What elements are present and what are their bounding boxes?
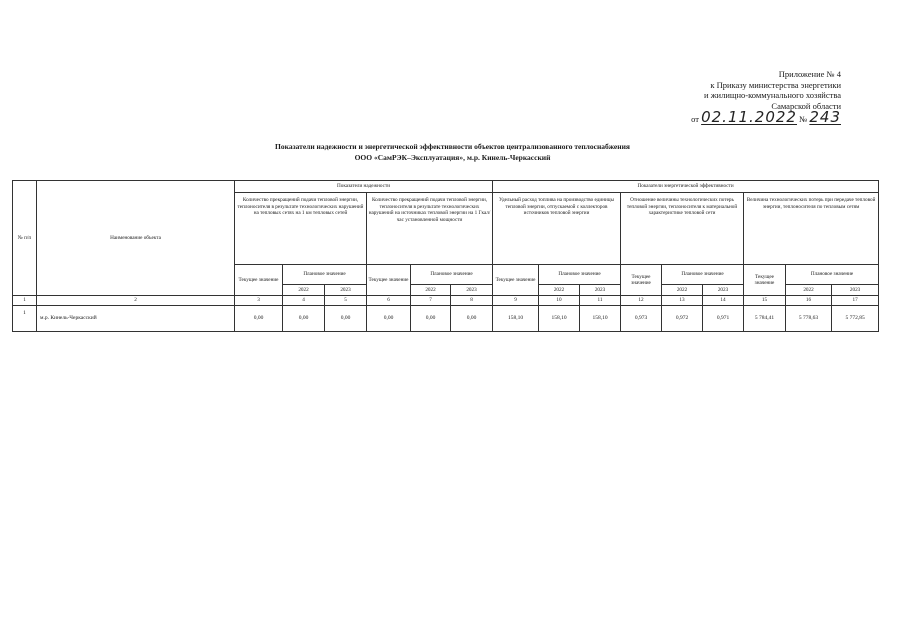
- date-prefix: от: [691, 114, 699, 124]
- planned-value-header: Плановое значение: [786, 265, 879, 285]
- appendix-block: [621, 69, 841, 125]
- year-header: 2022: [283, 285, 325, 296]
- value-cell: 5 784,41: [744, 306, 786, 332]
- year-header: 2023: [580, 285, 621, 296]
- indicator-2-header: Количество прекращений подачи тепловой энергии, теплоносителя в результате технологических нарушений на источниках тепловой энергии на 1 Гкал/час установленной мощности: [367, 193, 493, 265]
- value-cell: 158,10: [539, 306, 580, 332]
- col-name-header: Наименование объекта: [37, 181, 235, 296]
- value-cell: 0,00: [367, 306, 411, 332]
- column-number: 3: [235, 296, 283, 306]
- order-line-2: и жилищно-коммунального хозяйства: [704, 90, 841, 100]
- object-name: м.р. Кинель-Черкасский: [37, 306, 235, 332]
- value-cell: 0,971: [703, 306, 744, 332]
- column-number: 8: [451, 296, 493, 306]
- current-value-header: Текущее значение: [367, 265, 411, 296]
- value-cell: 158,10: [580, 306, 621, 332]
- current-value-header: Текущее значение: [744, 265, 786, 296]
- current-value-header: Текущее значение: [621, 265, 662, 296]
- number-sign: №: [799, 114, 808, 124]
- indicator-3-header: Удельный расход топлива на производство единицы тепловой энергии, отпускаемой с коллекторов источников тепловой энергии: [493, 193, 621, 265]
- indicator-1-header: Количество прекращений подачи тепловой энергии, теплоносителя в результате технологических нарушений на тепловых сетях на 1 км тепловых сетей: [235, 193, 367, 265]
- year-header: 2023: [325, 285, 367, 296]
- column-number: 5: [325, 296, 367, 306]
- order-date-number: [621, 108, 841, 126]
- title-line-1: Показатели надежности и энергетической эффективности объектов централизованного теплоснабжения: [275, 142, 630, 151]
- column-number: 9: [493, 296, 539, 306]
- value-cell: 0,972: [662, 306, 703, 332]
- year-header: 2022: [662, 285, 703, 296]
- column-number: 16: [786, 296, 832, 306]
- current-value-header: Текущее значение: [235, 265, 283, 296]
- year-header: 2023: [451, 285, 493, 296]
- column-number: 7: [411, 296, 451, 306]
- order-line-1: к Приказу министерства энергетики: [710, 79, 841, 90]
- column-number: 17: [832, 296, 879, 306]
- planned-value-header: Плановое значение: [411, 265, 493, 285]
- year-header: 2023: [832, 285, 879, 296]
- year-header: 2022: [539, 285, 580, 296]
- column-number: 4: [283, 296, 325, 306]
- column-number: 13: [662, 296, 703, 306]
- indicators-table: [12, 180, 879, 332]
- column-number: 14: [703, 296, 744, 306]
- document-title: [150, 141, 755, 163]
- column-number: 15: [744, 296, 786, 306]
- group-efficiency-header: Показатели энергетической эффективности: [493, 181, 879, 193]
- order-number: 243: [809, 108, 841, 126]
- column-number: 11: [580, 296, 621, 306]
- value-cell: 0,973: [621, 306, 662, 332]
- row-number: 1: [13, 306, 37, 332]
- year-header: 2023: [703, 285, 744, 296]
- current-value-header: Текущее значение: [493, 265, 539, 296]
- title-line-2: ООО «СамРЭК–Эксплуатация», м.р. Кинель-Черкасский: [354, 153, 551, 162]
- column-number: 2: [37, 296, 235, 306]
- header-row-groups: [13, 181, 879, 193]
- order-line-3: Самарской области: [771, 100, 841, 111]
- column-number: 1: [13, 296, 37, 306]
- value-cell: 0,00: [283, 306, 325, 332]
- value-cell: 0,00: [411, 306, 451, 332]
- table-row: [13, 306, 879, 332]
- order-date: 02.11.2022: [701, 108, 797, 126]
- column-number: 12: [621, 296, 662, 306]
- group-reliability-header: Показатели надежности: [235, 181, 493, 193]
- column-number-row: [13, 296, 879, 306]
- appendix-number: Приложение № 4: [778, 69, 841, 79]
- planned-value-header: Плановое значение: [539, 265, 621, 285]
- column-number: 10: [539, 296, 580, 306]
- indicator-5-header: Величина технологических потерь при передаче тепловой энергии, теплоносителя по тепловым сетям: [744, 193, 879, 265]
- col-num-header: № п/п: [13, 181, 37, 296]
- indicator-4-header: Отношение величины технологических потерь тепловой энергии, теплоносителя к материальной характеристике тепловой сети: [621, 193, 744, 265]
- planned-value-header: Плановое значение: [662, 265, 744, 285]
- column-number: 6: [367, 296, 411, 306]
- value-cell: 5 772,85: [832, 306, 879, 332]
- value-cell: 0,00: [235, 306, 283, 332]
- planned-value-header: Плановое значение: [283, 265, 367, 285]
- value-cell: 0,00: [325, 306, 367, 332]
- value-cell: 5 778,63: [786, 306, 832, 332]
- value-cell: 0,00: [451, 306, 493, 332]
- year-header: 2022: [786, 285, 832, 296]
- year-header: 2022: [411, 285, 451, 296]
- value-cell: 158,10: [493, 306, 539, 332]
